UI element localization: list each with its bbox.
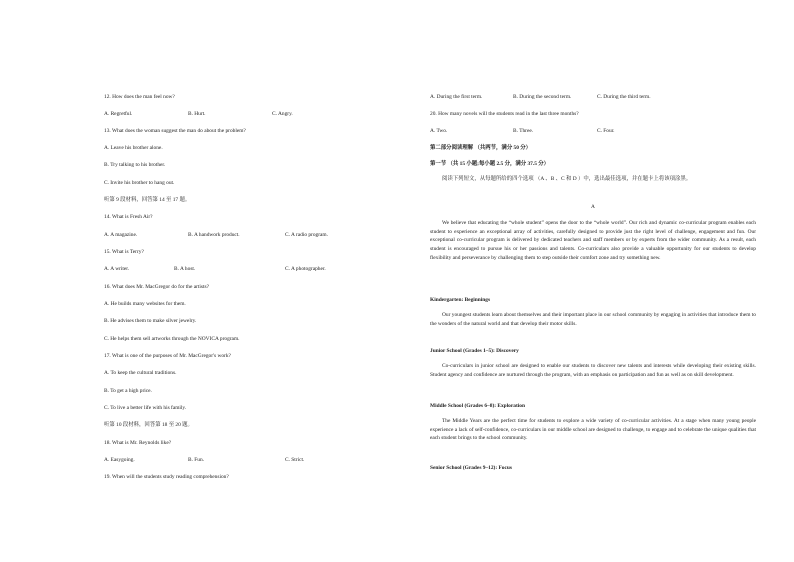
q16-option-a: A. He builds many websites for them. <box>104 301 186 307</box>
q19-option-c: C. During the third term. <box>597 94 651 100</box>
q17-option-c: C. To live a better life with his family. <box>104 405 187 411</box>
section-1-instructions-text: 阅读下列短文，从每题所给的四个选项 （A 、B 、C 和 D ）中，选出最佳选项，并在题卡上将该项涂黑。 <box>442 176 692 182</box>
senior-school-heading: Senior School (Grades 9–12): Focus <box>430 465 512 471</box>
question-19: 19. When will the students study reading comprehension? <box>104 474 229 480</box>
q20-option-c: C. Four. <box>597 128 615 134</box>
q19-option-b: B. During the second term. <box>513 94 572 100</box>
question-18: 18. What is Mr. Reynolds like? <box>104 440 172 446</box>
q12-option-c: C. Angry. <box>272 111 293 117</box>
q12-option-b: B. Hurt. <box>188 111 206 117</box>
q17-option-a: A. To keep the cultural traditions. <box>104 370 177 376</box>
q16-option-c: C. He helps them sell artworks through the NOVICA program. <box>104 336 240 342</box>
question-16: 16. What does Mr. MacGregor do for the artists? <box>104 284 209 290</box>
q15-option-b: B. A host. <box>174 266 196 272</box>
passage-letter: A <box>591 204 595 210</box>
question-15: 15. What is Terry? <box>104 249 144 255</box>
passage-intro-text: We believe that educating the “whole student” opens the door to the “whole world”. Our rich and dynamic co-curricular program enables each student to experience an exceptional array of activities, carefully designed to provide just the right level of challenge, engagement and fun. Our exceptional co-curricular program is delivered by dedicated teachers and staff members or by experts from the wider community. As a result, each student is encouraged to pursue his or her passions and talents. Co-curriculars also provide a valuable opportunity for our students to develop flexibility and perseverance by challenging them to step outside their comfort zone and try something new. <box>430 220 756 261</box>
q20-option-a: A. Two. <box>430 128 448 134</box>
question-13: 13. What does the woman suggest the man do about the problem? <box>104 128 246 134</box>
middle-school-paragraph <box>430 417 756 443</box>
kindergarten-text: Our youngest students learn about themselves and their important place in our school community by engaging in activities that introduce them to the wonders of the natural world and that develop their motor skills. <box>430 312 756 327</box>
q14-option-a: A. A magazine. <box>104 232 138 238</box>
q13-option-a: A. Leave his brother alone. <box>104 145 163 151</box>
q17-option-b: B. To get a high price. <box>104 388 152 394</box>
junior-school-text: Co-curriculars in junior school are designed to enable our students to discover new talents and interests while developing their existing skills. Student agency and confidence are nurtured through the program, with an emphasis on participation and fun as well as on skill development. <box>430 363 756 378</box>
q18-option-c: C. Strict. <box>285 457 305 463</box>
q18-option-a: A. Easygoing. <box>104 457 135 463</box>
question-17: 17. What is one of the purposes of Mr. MacGregor's work? <box>104 353 231 359</box>
q15-option-a: A. A writer. <box>104 266 130 272</box>
question-12: 12. How does the man feel now? <box>104 94 175 100</box>
question-20: 20. How many novels will the students read in the last three months? <box>430 111 579 117</box>
q16-option-b: B. He advises them to make silver jewelry. <box>104 318 197 324</box>
q18-option-b: B. Fun. <box>188 457 205 463</box>
question-14: 14. What is Fresh Air? <box>104 214 153 220</box>
q15-option-c: C. A photographer. <box>285 266 326 272</box>
junior-school-paragraph <box>430 362 756 379</box>
section-1-title: 第一节 （共 15 小题;每小题 2.5 分，满分 37.5 分） <box>430 161 550 167</box>
section-1-instructions <box>430 175 756 184</box>
q14-option-b: B. A handwork product. <box>188 232 240 238</box>
q20-option-b: B. Three. <box>513 128 534 134</box>
q13-option-c: C. Invite his brother to hang out. <box>104 180 175 186</box>
kindergarten-heading: Kindergarten: Beginnings <box>430 297 491 303</box>
part-2-title: 第二部分阅读理解 （共两节，满分 50 分） <box>430 145 532 151</box>
q12-option-a: A. Regretful. <box>104 111 133 117</box>
q19-option-a: A. During the first term. <box>430 94 483 100</box>
q13-option-b: B. Try talking to his brother. <box>104 162 166 168</box>
kindergarten-paragraph <box>430 311 756 328</box>
listening-instruction-10: 听第 10 段材料，回答第 18 至 20 题。 <box>104 422 193 428</box>
junior-school-heading: Junior School (Grades 1–5): Discovery <box>430 348 519 354</box>
passage-intro <box>430 219 756 263</box>
listening-instruction-9: 听第 9 段材料，回答第 14 至 17 题。 <box>104 197 191 203</box>
middle-school-heading: Middle School (Grades 6–8): Exploration <box>430 403 525 409</box>
q14-option-c: C. A radio program. <box>285 232 328 238</box>
middle-school-text: The Middle Years are the perfect time for students to explore a wide variety of co-curricular activities. At a stage when many young people experience a lack of self-confidence, co-curriculars in our middle school are designed to challenge, to engage and to celebrate the unique qualities that each student brings to the school community. <box>430 418 756 442</box>
